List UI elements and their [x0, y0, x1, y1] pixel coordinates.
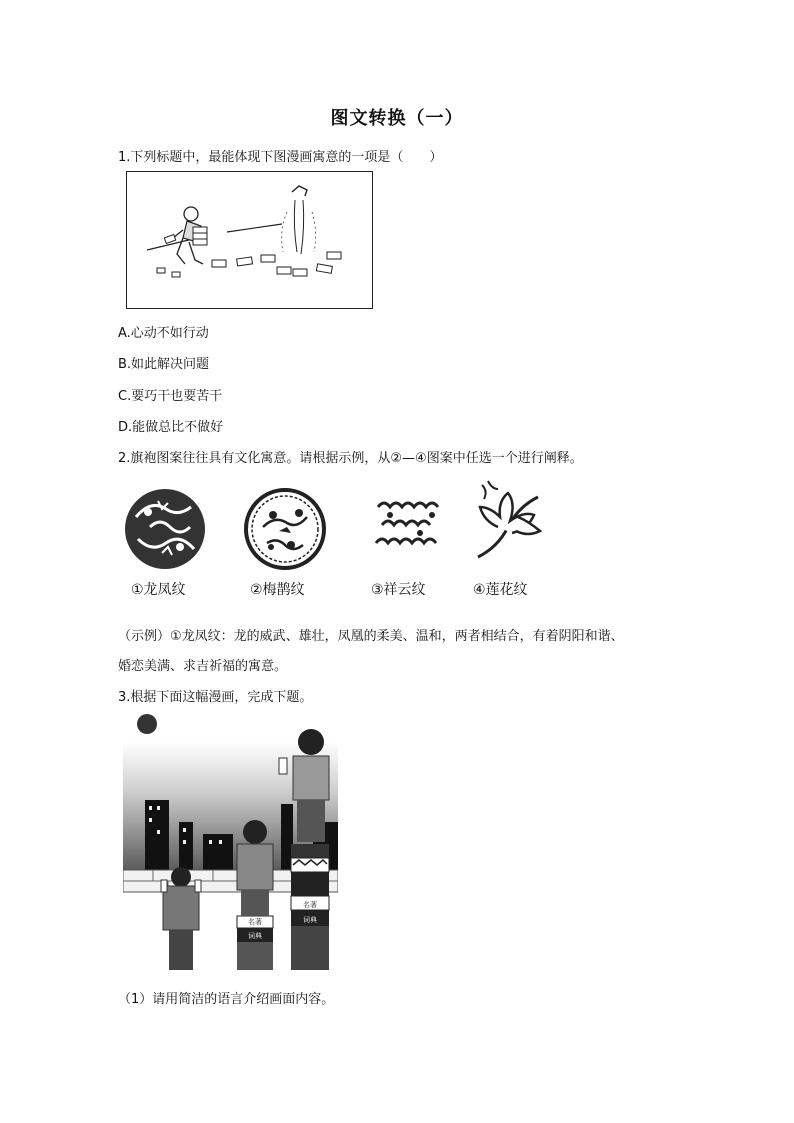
- option-b: B.如此解决问题: [118, 357, 210, 372]
- option-a: A.心动不如行动: [118, 326, 209, 341]
- book-label-2: 词典: [248, 932, 262, 940]
- book-label-3: 名著: [303, 901, 317, 909]
- pattern-2-caption: ②梅鹊纹: [250, 582, 305, 598]
- dragon-phoenix-pattern-image: [118, 487, 213, 572]
- pattern-1-caption: ①龙凤纹: [131, 582, 186, 598]
- pattern-3-caption: ③祥云纹: [371, 582, 426, 598]
- question-3-stem: 3.根据下面这幅漫画，完成下题。: [118, 690, 313, 705]
- page-title: 图文转换（一）: [330, 108, 464, 129]
- pattern-4-caption: ④莲花纹: [473, 582, 528, 598]
- cartoon-3-image: [123, 712, 338, 974]
- plum-magpie-pattern-image: [243, 487, 328, 572]
- question-3-sub-1: （1）请用简洁的语言介绍画面内容。: [118, 992, 335, 1007]
- question-2-stem: 2.旗袍图案往往具有文化寓意。请根据示例，从②—④图案中任选一个进行阐释。: [118, 451, 583, 466]
- option-d: D.能做总比不做好: [118, 420, 224, 435]
- example-line-1: （示例）①龙凤纹：龙的威武、雄壮，凤凰的柔美、温和，两者相结合，有着阴阳和谐、: [118, 629, 624, 644]
- example-line-2: 婚恋美满、求吉祈福的寓意。: [118, 659, 288, 674]
- option-c: C.要巧干也要苦干: [118, 389, 223, 404]
- cartoon-1-frame: [126, 171, 373, 309]
- book-label-4: 词典: [303, 916, 317, 924]
- question-1-stem: 1.下列标题中，最能体现下图漫画寓意的一项是（ ）: [118, 150, 443, 165]
- lotus-pattern-image: [468, 477, 550, 562]
- auspicious-cloud-pattern-image: [370, 487, 450, 562]
- book-label-1: 名著: [248, 918, 262, 926]
- cartoon-1-image: [127, 172, 372, 308]
